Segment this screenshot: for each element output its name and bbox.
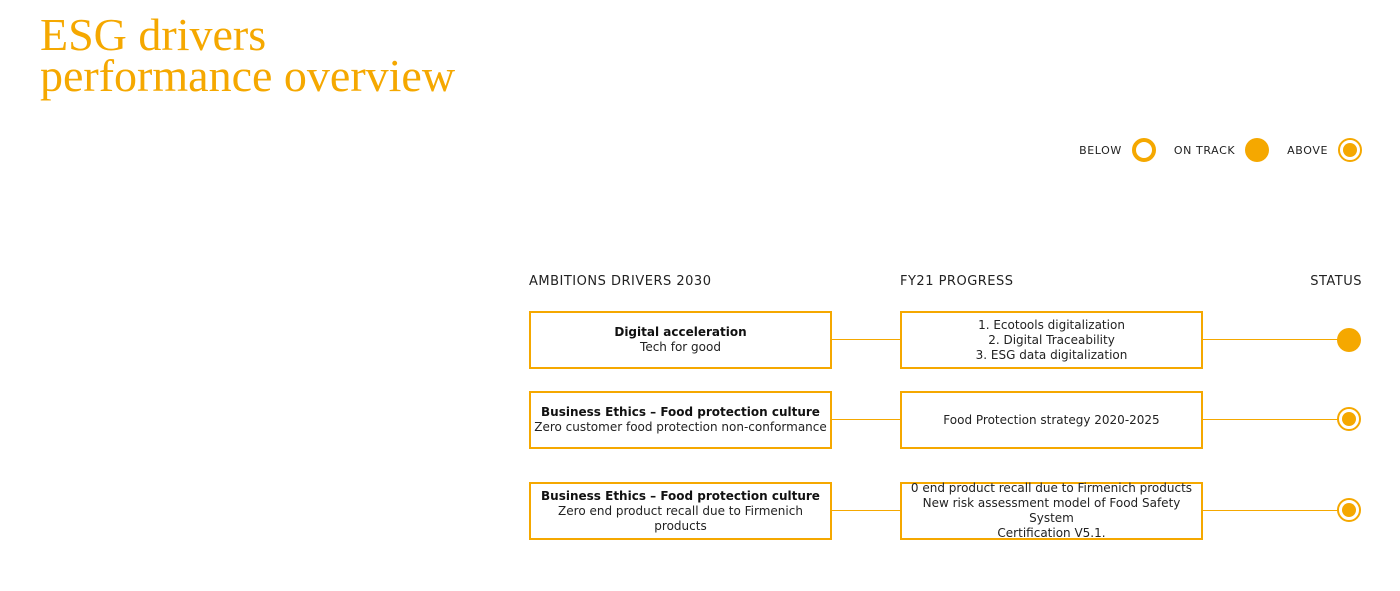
on-track-status-icon bbox=[1245, 138, 1269, 162]
column-header-ambitions: AMBITIONS DRIVERS 2030 bbox=[529, 274, 712, 289]
title-line-2: performance overview bbox=[40, 50, 456, 101]
ambition-box bbox=[529, 482, 832, 540]
progress-line: 1. Ecotools digitalization bbox=[978, 317, 1125, 332]
ambition-subtitle: Tech for good bbox=[640, 340, 721, 354]
above-status-icon bbox=[1338, 138, 1362, 162]
connector-line bbox=[830, 339, 902, 340]
title-line-1: ESG drivers bbox=[40, 9, 267, 60]
legend-above-label: ABOVE bbox=[1287, 143, 1328, 157]
connector-line bbox=[830, 510, 902, 511]
progress-box bbox=[900, 311, 1203, 369]
column-header-progress: FY21 PROGRESS bbox=[900, 274, 1014, 289]
status-legend bbox=[1079, 138, 1362, 162]
progress-line: Food Protection strategy 2020-2025 bbox=[943, 412, 1160, 427]
connector-line bbox=[830, 419, 902, 420]
on-track-status-icon bbox=[1337, 328, 1361, 352]
progress-line: 3. ESG data digitalization bbox=[975, 347, 1128, 362]
above-status-icon bbox=[1337, 498, 1361, 522]
below-status-icon bbox=[1132, 138, 1156, 162]
ambition-subtitle: Zero customer food protection non-conformance bbox=[534, 420, 827, 434]
progress-box bbox=[900, 482, 1203, 540]
progress-line: 2. Digital Traceability bbox=[988, 332, 1115, 347]
progress-line: 0 end product recall due to Firmenich products bbox=[910, 481, 1193, 495]
ambition-subtitle: Zero end product recall due to Firmenich products bbox=[558, 503, 803, 533]
ambition-title: Business Ethics – Food protection culture bbox=[541, 405, 820, 419]
connector-line bbox=[1201, 419, 1339, 420]
progress-line: Certification V5.1. bbox=[997, 526, 1106, 540]
connector-line bbox=[1201, 339, 1339, 340]
column-header-status: STATUS bbox=[1310, 274, 1362, 289]
legend-on-track-label: ON TRACK bbox=[1173, 143, 1236, 157]
page-title bbox=[40, 9, 456, 101]
ambition-box bbox=[529, 311, 832, 369]
above-status-icon bbox=[1337, 407, 1361, 431]
progress-box bbox=[900, 391, 1203, 449]
ambition-box bbox=[529, 391, 832, 449]
ambition-title: Digital acceleration bbox=[614, 325, 747, 339]
progress-line: New risk assessment model of Food Safety System bbox=[922, 496, 1181, 525]
ambition-title: Business Ethics – Food protection culture bbox=[541, 488, 820, 503]
legend-below-label: BELOW bbox=[1079, 143, 1122, 157]
connector-line bbox=[1201, 510, 1339, 511]
